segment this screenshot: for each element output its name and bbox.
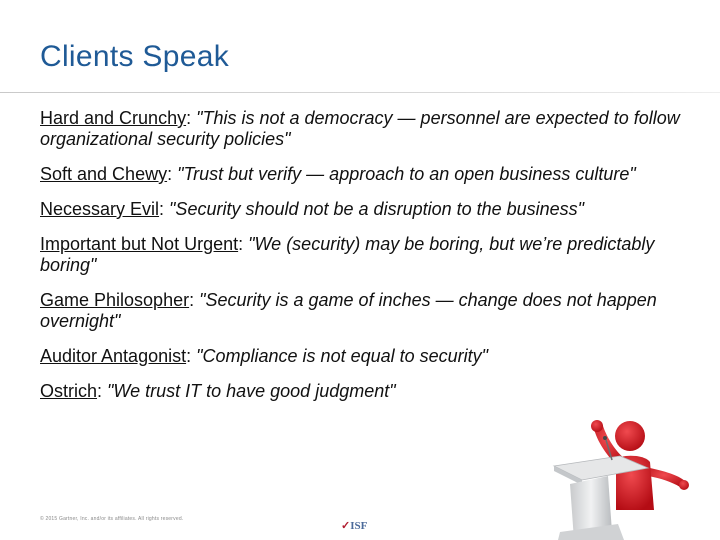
persona-term: Necessary Evil [40, 199, 160, 219]
list-item: Game Philosopher: "Security is a game of inches — change does not happen overnight" [40, 290, 657, 331]
list-item: Auditor Antagonist: "Compliance is not equal to security" [40, 346, 489, 366]
persona-quote: "Security should not be a disruption to the business" [169, 199, 585, 219]
persona-term: Hard and Crunchy [40, 108, 187, 128]
persona-term: Important but Not Urgent [40, 234, 239, 254]
list-item: Necessary Evil: "Security should not be a disruption to the business" [40, 199, 585, 219]
figure-hand-extended [679, 480, 689, 490]
speaker-at-podium-illustration [508, 410, 720, 540]
list-item: Hard and Crunchy: "This is not a democracy — personnel are expected to follow organizational security policies" [40, 108, 680, 149]
persona-quote: "We (security) may be boring, but we’re predictably boring" [40, 234, 655, 275]
list-item: Ostrich: "We trust IT to have good judgment" [40, 381, 396, 401]
isf-logo: ✓ISF [341, 520, 368, 532]
persona-quote: "Compliance is not equal to security" [196, 346, 489, 366]
persona-term: Auditor Antagonist [40, 346, 187, 366]
figure-hand-raised [591, 420, 603, 432]
quote-list [40, 108, 690, 416]
list-item: Soft and Chewy: "Trust but verify — approach to an open business culture" [40, 164, 636, 184]
list-item: Important but Not Urgent: "We (security) may be boring, but we’re predictably boring" [40, 234, 655, 275]
slide-title: Clients Speak [40, 40, 229, 73]
persona-quote: "We trust IT to have good judgment" [107, 381, 396, 401]
figure-head [615, 421, 645, 451]
persona-quote: "This is not a democracy — personnel are expected to follow organizational security policies" [40, 108, 680, 149]
persona-quote: "Trust but verify — approach to an open business culture" [177, 164, 636, 184]
footer-copyright: © 2015 Gartner, Inc. and/or its affiliates. All rights reserved. [40, 516, 184, 522]
persona-term: Game Philosopher [40, 290, 190, 310]
persona-term: Ostrich [40, 381, 98, 401]
title-divider [0, 92, 720, 93]
persona-term: Soft and Chewy [40, 164, 168, 184]
persona-quote: "Security is a game of inches — change does not happen overnight" [40, 290, 657, 331]
microphone-head [603, 436, 607, 440]
